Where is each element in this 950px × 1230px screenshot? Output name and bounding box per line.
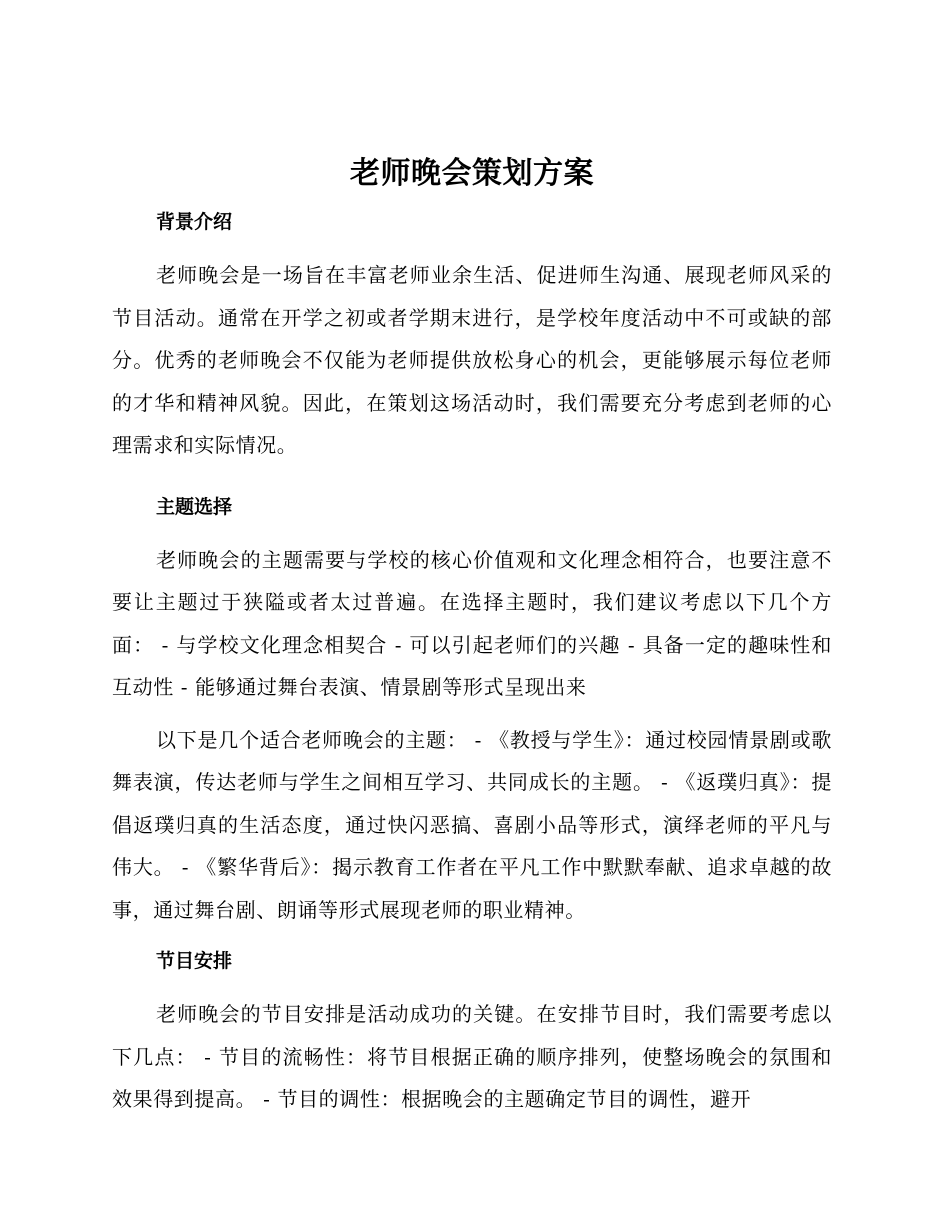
- document-title: 老师晚会策划方案: [350, 156, 594, 191]
- paragraph-theme-examples: 以下是几个适合老师晚会的主题： - 《教授与学生》：通过校园情景剧或歌舞表演，传达老师与学生之间相互学习、共同成长的主题。 - 《返璞归真》：提倡返璞归真的生活态度，通过快闪恶搞、喜剧小品等形式，演绎老师的平凡与伟大。 - 《繁华背后》：揭示教育工作者在平凡工作中默默奉献、追求卓越的故事，通过舞台剧、朗诵等形式展现老师的职业精神。: [112, 727, 832, 922]
- document-page: [112, 146, 832, 1121]
- section-heading-background: 背景介绍: [156, 211, 233, 233]
- paragraph-background: 老师晚会是一场旨在丰富老师业余生活、促进师生沟通、展现老师风采的节目活动。通常在开学之初或者学期末进行，是学校年度活动中不可或缺的部分。优秀的老师晚会不仅能为老师提供放松身心的机会，更能够展示每位老师的才华和精神风貌。因此，在策划这场活动时，我们需要充分考虑到老师的心理需求和实际情况。: [112, 263, 832, 457]
- section-heading-program: 节目安排: [156, 950, 233, 972]
- paragraph-program: 老师晚会的节目安排是活动成功的关键。在安排节目时，我们需要考虑以下几点： - 节目的流畅性：将节目根据正确的顺序排列，使整场晚会的氛围和效果得到提高。 - 节目的调性：根据晚会的主题确定节目的调性，避开: [112, 1002, 832, 1111]
- paragraph-theme-criteria: 老师晚会的主题需要与学校的核心价值观和文化理念相符合，也要注意不要让主题过于狭隘或者太过普遍。在选择主题时，我们建议考虑以下几个方面： - 与学校文化理念相契合 - 可以引起老师们的兴趣 - 具备一定的趣味性和互动性 - 能够通过舞台表演、情景剧等形式呈现出来: [112, 547, 832, 699]
- section-heading-theme: 主题选择: [156, 495, 233, 518]
